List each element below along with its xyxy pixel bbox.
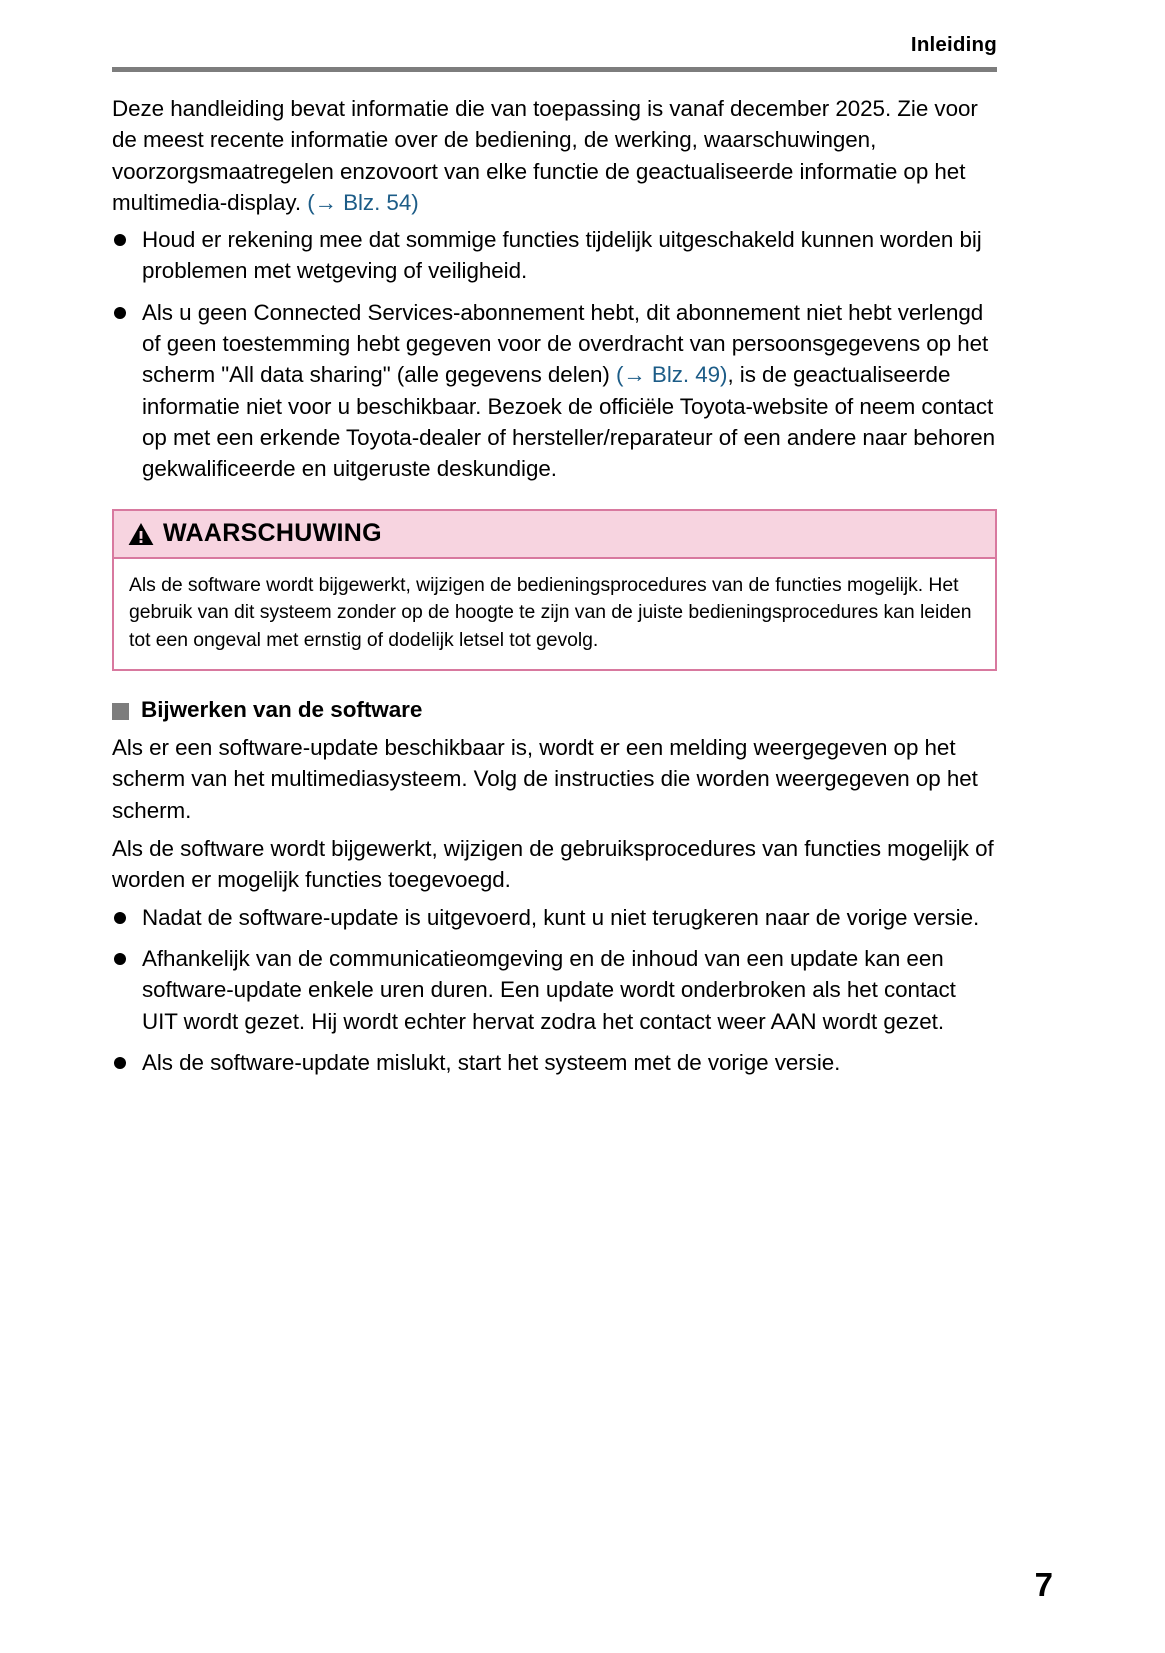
page-number: 7 <box>1034 1566 1053 1603</box>
warning-title: WAARSCHUWING <box>163 518 382 547</box>
list-item <box>112 1047 997 1078</box>
bullet-dot-icon <box>114 307 126 319</box>
section-paragraph-2: Als de software wordt bijgewerkt, wijzigen de gebruiksprocedures van functies mogelijk of worden er mogelijk functies toegevoegd. <box>112 836 994 893</box>
section-heading-text: Bijwerken van de software <box>141 697 423 723</box>
header-title: Inleiding <box>910 33 997 56</box>
bullet-dot-icon <box>114 1057 126 1069</box>
warning-header <box>114 511 995 559</box>
warning-body <box>114 559 995 670</box>
list-item-text: Nadat de software-update is uitgevoerd, kunt u niet terugkeren naar de vorige versie. <box>142 904 980 930</box>
intro-paragraph-text: Deze handleiding bevat informatie die van toepassing is vanaf december 2025. Zie voor de meest recente informatie over de bediening, de werking, waarschuwingen, voorzorgsmaatregelen enzovoort van elke functie de geactualiseerde informatie op het multimedia-display. <box>112 96 978 215</box>
list-item <box>112 297 997 485</box>
bullet-dot-icon <box>114 234 126 246</box>
section-paragraph-1: Als er een software-update beschikbaar is, wordt er een melding weergegeven op het scherm van het multimediasysteem. Volg de instructies die worden weergegeven op het scherm. <box>112 735 978 823</box>
list-item <box>112 224 997 287</box>
bullet-dot-icon <box>114 953 126 965</box>
page-header <box>112 34 997 72</box>
page-reference-link-49[interactable]: (→ Blz. 49) <box>616 362 728 388</box>
warning-box <box>112 509 997 672</box>
intro-paragraph <box>112 93 997 218</box>
list-item-text: Afhankelijk van de communicatieomgeving en de inhoud van een update kan een software-update enkele uren duren. Een update wordt onderbroken als het contact UIT wordt gezet. Hij wordt echter hervat zodra het contact weer AAN wordt gezet. <box>142 945 956 1034</box>
page-reference-link-54[interactable]: (→ Blz. 54) <box>307 189 419 215</box>
list-item-text-after: , is de geactualiseerde informatie niet voor u beschikbaar. Bezoek de officiële Toyota-website of neem contact op met een erkende Toyota-dealer of hersteller/reparateur of een andere naar behoren gekwalificeerde en uitgeruste deskundige. <box>142 362 996 482</box>
list-item-text: Als de software-update mislukt, start het systeem met de vorige versie. <box>142 1049 841 1075</box>
list-item-text-before: Als u geen Connected Services-abonnement hebt, dit abonnement niet hebt verlengd of geen toestemming hebt gegeven voor de overdracht van persoonsgegevens op het scherm "All data sharing" (alle gegevens delen) <box>142 299 989 388</box>
page-content <box>112 93 997 1078</box>
bullet-dot-icon <box>114 912 126 924</box>
section-heading <box>112 697 997 723</box>
warning-body-text: Als de software wordt bijgewerkt, wijzigen de bedieningsprocedures van de functies mogelijk. Het gebruik van dit systeem zonder op de hoogte te zijn van de juiste bedieningsprocedures kan leiden tot een ongeval met ernstig of dodelijk letsel tot gevolg. <box>129 573 972 651</box>
warning-triangle-icon <box>128 522 154 546</box>
section-bullet-list <box>112 902 997 1078</box>
header-rule <box>112 67 997 72</box>
list-item <box>112 902 997 933</box>
intro-bullet-list <box>112 224 997 484</box>
list-item-text: Houd er rekening mee dat sommige functies tijdelijk uitgeschakeld kunnen worden bij problemen met wetgeving of veiligheid. <box>142 227 982 284</box>
square-marker-icon <box>112 703 129 720</box>
list-item <box>112 943 997 1037</box>
